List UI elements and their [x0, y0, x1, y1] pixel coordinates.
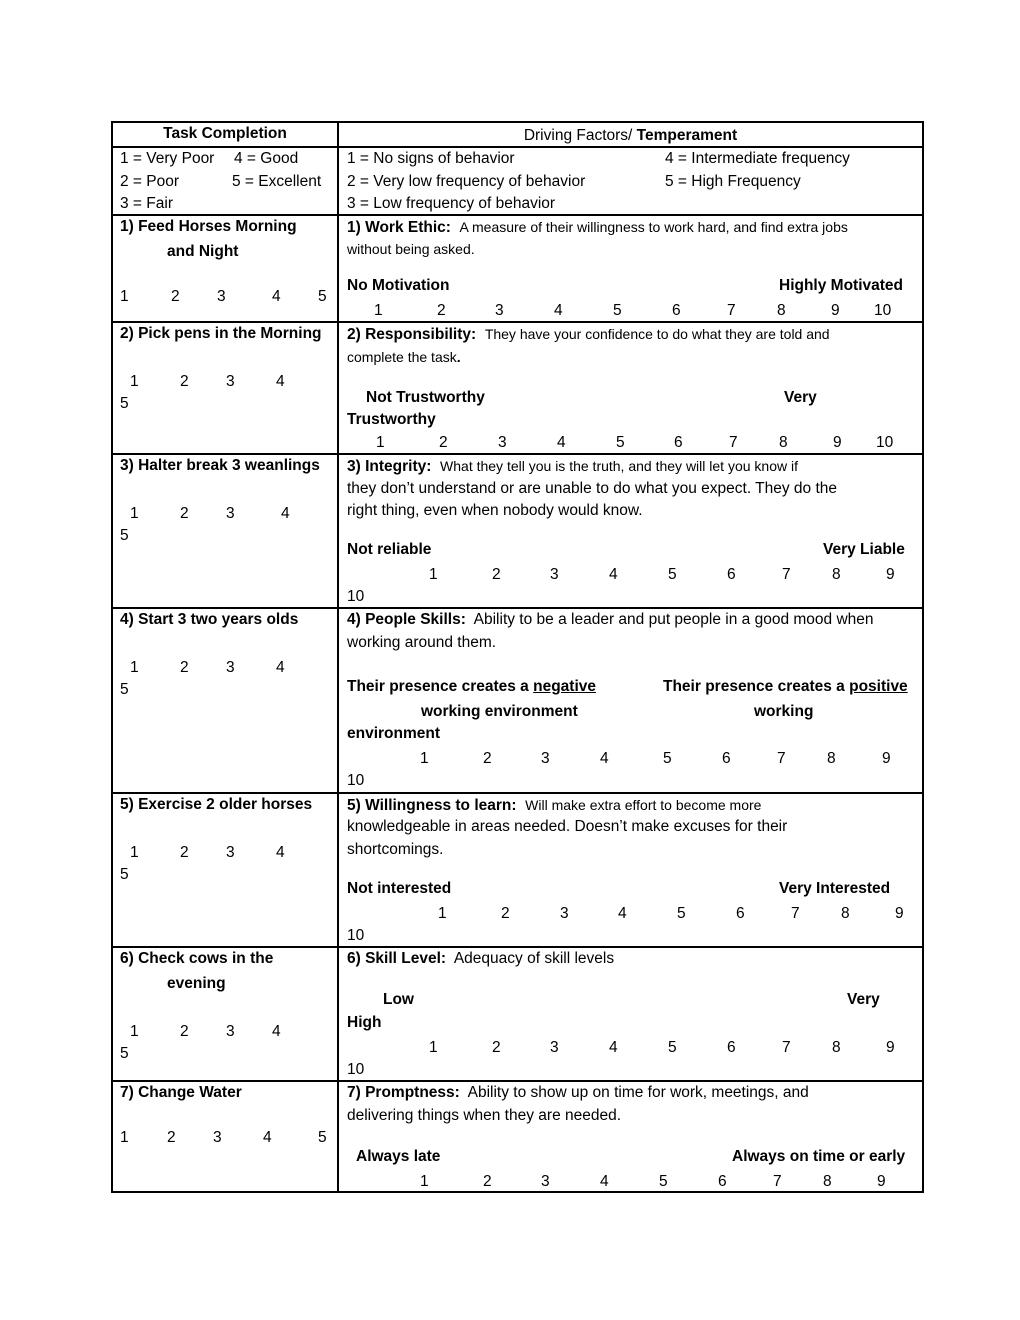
task-legend-3: 3 = Fair	[120, 195, 173, 212]
factor-4-rating-6[interactable]: 6	[722, 750, 731, 767]
factor-6-description: Adequacy of skill levels	[453, 950, 615, 967]
factor-3-rating-1[interactable]: 1	[429, 566, 438, 583]
task-6-rating-5[interactable]: 5	[120, 1045, 129, 1062]
factor-1-heading	[347, 218, 848, 237]
factor-3-rating-3[interactable]: 3	[550, 566, 559, 583]
task-3-rating-2[interactable]: 2	[180, 505, 189, 522]
table-border-bottom	[111, 1191, 924, 1193]
factor-5-rating-7[interactable]: 7	[791, 905, 800, 922]
factor-2-rating-7[interactable]: 7	[729, 434, 738, 451]
factor-3-name: 3) Integrity:	[347, 458, 432, 475]
factor-4-description: Ability to be a leader and put people in a good mood when	[473, 611, 874, 628]
task-2-rating-1[interactable]: 1	[130, 373, 139, 390]
factor-3-rating-9[interactable]: 9	[886, 566, 895, 583]
factor-4-rating-2[interactable]: 2	[483, 750, 492, 767]
factor-5-rating-8[interactable]: 8	[841, 905, 850, 922]
task-7-rating-3[interactable]: 3	[213, 1129, 222, 1146]
factor-6-rating-7[interactable]: 7	[782, 1039, 791, 1056]
factor-2-rating-10[interactable]: 10	[876, 434, 894, 451]
factor-5-rating-1[interactable]: 1	[438, 905, 447, 922]
factor-1-name: 1) Work Ethic:	[347, 219, 451, 236]
table-divider	[111, 792, 924, 794]
task-6-rating-4[interactable]: 4	[272, 1023, 281, 1040]
factor-4-name: 4) People Skills:	[347, 611, 466, 628]
task-5-rating-1[interactable]: 1	[130, 844, 139, 861]
task-1-rating-1[interactable]: 1	[120, 288, 129, 305]
factor-4-high-prefix: Their presence creates a	[663, 678, 850, 695]
factor-6-rating-2[interactable]: 2	[492, 1039, 501, 1056]
driving-legend-3: 3 = Low frequency of behavior	[347, 195, 556, 212]
factor-2-high-label-wrap: Trustworthy	[347, 411, 436, 428]
factor-4-high-keyword: positive	[849, 678, 908, 695]
task-legend-1: 1 = Very Poor	[120, 150, 215, 167]
temperament-title: Temperament	[636, 127, 738, 144]
factor-5-description-cont-2: shortcomings.	[347, 841, 444, 858]
task-4-rating-1[interactable]: 1	[130, 659, 139, 676]
factor-3-description: What they tell you is the truth, and they will let you know if	[440, 458, 798, 474]
task-3-rating-3[interactable]: 3	[226, 505, 235, 522]
factor-7-high-label: Always on time or early	[732, 1148, 906, 1165]
factor-5-low-label: Not interested	[347, 880, 452, 897]
factor-5-rating-4[interactable]: 4	[618, 905, 627, 922]
factor-3-heading	[347, 457, 798, 476]
factor-4-rating-8[interactable]: 8	[827, 750, 836, 767]
table-divider	[111, 321, 924, 323]
task-1-rating-2[interactable]: 2	[171, 288, 180, 305]
factor-5-rating-6[interactable]: 6	[736, 905, 745, 922]
factor-1-rating-8[interactable]: 8	[777, 302, 786, 319]
task-7-rating-4[interactable]: 4	[263, 1129, 272, 1146]
factor-7-rating-2[interactable]: 2	[483, 1173, 492, 1190]
task-2-rating-5[interactable]: 5	[120, 395, 129, 412]
driving-legend-1: 1 = No signs of behavior	[347, 150, 515, 167]
table-border-top	[111, 121, 924, 123]
factor-3-rating-7[interactable]: 7	[782, 566, 791, 583]
factor-2-high-label: Very	[784, 389, 817, 406]
factor-7-name: 7) Promptness:	[347, 1084, 460, 1101]
factor-4-description-cont: working around them.	[347, 634, 497, 651]
factor-2-rating-5[interactable]: 5	[616, 434, 625, 451]
task-1-rating-3[interactable]: 3	[217, 288, 226, 305]
factor-5-description-cont: knowledgeable in areas needed. Doesn’t make excuses for their	[347, 818, 788, 835]
task-1-title-cont: and Night	[167, 243, 239, 260]
factor-6-rating-10[interactable]: 10	[347, 1061, 365, 1078]
task-1-title: 1) Feed Horses Morning	[120, 218, 297, 235]
factor-7-rating-7[interactable]: 7	[773, 1173, 782, 1190]
table-divider	[111, 214, 924, 216]
factor-5-rating-10[interactable]: 10	[347, 927, 365, 944]
driving-legend-5: 5 = High Frequency	[665, 173, 801, 190]
factor-1-high-label: Highly Motivated	[779, 277, 904, 294]
table-divider	[111, 453, 924, 455]
factor-6-high-label-wrap: High	[347, 1014, 382, 1031]
task-3-rating-5[interactable]: 5	[120, 527, 129, 544]
factor-1-low-label: No Motivation	[347, 277, 450, 294]
factor-7-rating-1[interactable]: 1	[420, 1173, 429, 1190]
factor-7-low-label: Always late	[356, 1148, 441, 1165]
factor-2-rating-3[interactable]: 3	[498, 434, 507, 451]
factor-1-description: A measure of their willingness to work hard, and find extra jobs	[459, 219, 848, 235]
task-legend-4: 4 = Good	[234, 150, 299, 167]
factor-3-low-label: Not reliable	[347, 541, 432, 558]
task-4-rating-4[interactable]: 4	[276, 659, 285, 676]
task-legend-2: 2 = Poor	[120, 173, 180, 190]
factor-3-description-cont: they don’t understand or are unable to do what you expect. They do the	[347, 480, 838, 497]
factor-7-rating-5[interactable]: 5	[659, 1173, 668, 1190]
table-column-divider	[337, 121, 339, 1193]
factor-7-rating-9[interactable]: 9	[877, 1173, 886, 1190]
factor-2-description-cont: complete the task.	[347, 349, 461, 365]
factor-7-description: Ability to show up on time for work, meetings, and	[467, 1084, 809, 1101]
task-6-rating-3[interactable]: 3	[226, 1023, 235, 1040]
factor-2-heading	[347, 325, 830, 344]
table-border-right	[922, 121, 924, 1193]
task-3-rating-1[interactable]: 1	[130, 505, 139, 522]
task-7-title: 7) Change Water	[120, 1084, 242, 1101]
factor-1-rating-4[interactable]: 4	[554, 302, 563, 319]
task-1-rating-5[interactable]: 5	[318, 288, 327, 305]
factor-6-heading	[347, 950, 614, 968]
factor-5-rating-3[interactable]: 3	[560, 905, 569, 922]
task-7-rating-5[interactable]: 5	[318, 1129, 327, 1146]
factor-6-rating-9[interactable]: 9	[886, 1039, 895, 1056]
factor-3-rating-4[interactable]: 4	[609, 566, 618, 583]
factor-3-rating-2[interactable]: 2	[492, 566, 501, 583]
task-7-rating-2[interactable]: 2	[167, 1129, 176, 1146]
factor-7-description-cont: delivering things when they are needed.	[347, 1107, 622, 1124]
factor-1-rating-5[interactable]: 5	[613, 302, 622, 319]
factor-4-low-label	[347, 678, 596, 696]
table-border-left	[111, 121, 113, 1193]
factor-4-rating-10[interactable]: 10	[347, 772, 365, 789]
factor-1-rating-2[interactable]: 2	[437, 302, 446, 319]
table-divider	[111, 946, 924, 948]
task-2-rating-2[interactable]: 2	[180, 373, 189, 390]
task-5-title: 5) Exercise 2 older horses	[120, 796, 313, 813]
factor-6-low-label: Low	[383, 991, 414, 1008]
factor-4-rating-4[interactable]: 4	[600, 750, 609, 767]
factor-5-name: 5) Willingness to learn:	[347, 797, 517, 814]
task-legend-5: 5 = Excellent	[232, 173, 322, 190]
task-6-rating-2[interactable]: 2	[180, 1023, 189, 1040]
factor-1-description-cont: without being asked.	[347, 241, 475, 257]
factor-3-rating-8[interactable]: 8	[832, 566, 841, 583]
factor-4-high-label-wrap: environment	[347, 725, 441, 742]
factor-5-rating-5[interactable]: 5	[677, 905, 686, 922]
factor-2-rating-6[interactable]: 6	[674, 434, 683, 451]
driving-legend-2: 2 = Very low frequency of behavior	[347, 173, 586, 190]
factor-4-heading	[347, 611, 874, 629]
factor-7-rating-4[interactable]: 4	[600, 1173, 609, 1190]
driving-factors-header	[339, 127, 922, 145]
factor-1-rating-1[interactable]: 1	[374, 302, 383, 319]
factor-3-rating-10[interactable]: 10	[347, 588, 365, 605]
factor-6-rating-5[interactable]: 5	[668, 1039, 677, 1056]
factor-1-rating-10[interactable]: 10	[874, 302, 892, 319]
task-4-rating-5[interactable]: 5	[120, 681, 129, 698]
driving-legend-4: 4 = Intermediate frequency	[665, 150, 850, 167]
task-5-rating-3[interactable]: 3	[226, 844, 235, 861]
factor-3-rating-5[interactable]: 5	[668, 566, 677, 583]
factor-6-name: 6) Skill Level:	[347, 950, 447, 967]
task-3-title: 3) Halter break 3 weanlings	[120, 457, 320, 474]
factor-2-rating-4[interactable]: 4	[557, 434, 566, 451]
task-6-title: 6) Check cows in the	[120, 950, 274, 967]
task-6-title-cont: evening	[167, 975, 226, 992]
factor-4-high-label-cont: working	[754, 703, 814, 720]
factor-6-rating-4[interactable]: 4	[609, 1039, 618, 1056]
factor-1-rating-7[interactable]: 7	[727, 302, 736, 319]
table-divider	[111, 607, 924, 609]
factor-7-rating-6[interactable]: 6	[718, 1173, 727, 1190]
task-5-rating-2[interactable]: 2	[180, 844, 189, 861]
factor-3-description-cont-2: right thing, even when nobody would know.	[347, 502, 643, 519]
task-7-rating-1[interactable]: 1	[120, 1129, 129, 1146]
task-2-rating-4[interactable]: 4	[276, 373, 285, 390]
factor-2-name: 2) Responsibility:	[347, 326, 477, 343]
task-2-rating-3[interactable]: 3	[226, 373, 235, 390]
factor-4-low-prefix: Their presence creates a	[347, 678, 534, 695]
task-3-rating-4[interactable]: 4	[281, 505, 290, 522]
factor-4-rating-5[interactable]: 5	[663, 750, 672, 767]
task-4-title: 4) Start 3 two years olds	[120, 611, 299, 628]
task-6-rating-1[interactable]: 1	[130, 1023, 139, 1040]
task-5-rating-4[interactable]: 4	[276, 844, 285, 861]
factor-6-rating-8[interactable]: 8	[832, 1039, 841, 1056]
factor-4-high-label	[663, 678, 908, 696]
factor-5-rating-2[interactable]: 2	[501, 905, 510, 922]
table-divider	[111, 146, 924, 148]
factor-4-low-label-cont: working environment	[421, 703, 578, 720]
factor-4-rating-3[interactable]: 3	[541, 750, 550, 767]
factor-1-rating-6[interactable]: 6	[672, 302, 681, 319]
factor-2-low-label: Not Trustworthy	[366, 389, 485, 406]
factor-5-rating-9[interactable]: 9	[895, 905, 904, 922]
table-divider	[111, 1080, 924, 1082]
task-completion-header: Task Completion	[163, 125, 287, 142]
factor-6-rating-3[interactable]: 3	[550, 1039, 559, 1056]
factor-3-high-label: Very Liable	[823, 541, 905, 558]
factor-7-heading	[347, 1084, 809, 1102]
factor-4-low-keyword: negative	[533, 678, 596, 695]
factor-4-rating-7[interactable]: 7	[777, 750, 786, 767]
task-4-rating-3[interactable]: 3	[226, 659, 235, 676]
task-2-title: 2) Pick pens in the Morning	[120, 325, 322, 342]
task-4-rating-2[interactable]: 2	[180, 659, 189, 676]
factor-1-rating-3[interactable]: 3	[495, 302, 504, 319]
factor-1-rating-9[interactable]: 9	[831, 302, 840, 319]
factor-3-rating-6[interactable]: 6	[727, 566, 736, 583]
task-1-rating-4[interactable]: 4	[272, 288, 281, 305]
factor-4-rating-1[interactable]: 1	[420, 750, 429, 767]
factor-2-description: They have your confidence to do what they are told and	[484, 326, 830, 342]
factor-6-high-label: Very	[847, 991, 880, 1008]
factor-2-rating-2[interactable]: 2	[439, 434, 448, 451]
factor-5-high-label: Very Interested	[779, 880, 891, 897]
driving-factors-title: Driving Factors/	[523, 127, 637, 144]
factor-2-rating-9[interactable]: 9	[833, 434, 842, 451]
factor-7-rating-8[interactable]: 8	[823, 1173, 832, 1190]
factor-5-heading	[347, 796, 761, 815]
factor-5-description: Will make extra effort to become more	[525, 797, 762, 813]
factor-4-rating-9[interactable]: 9	[882, 750, 891, 767]
factor-7-rating-3[interactable]: 3	[541, 1173, 550, 1190]
factor-6-rating-6[interactable]: 6	[727, 1039, 736, 1056]
task-5-rating-5[interactable]: 5	[120, 866, 129, 883]
factor-2-rating-1[interactable]: 1	[376, 434, 385, 451]
factor-2-description-text: complete the task	[347, 349, 457, 365]
factor-6-rating-1[interactable]: 1	[429, 1039, 438, 1056]
factor-2-rating-8[interactable]: 8	[779, 434, 788, 451]
